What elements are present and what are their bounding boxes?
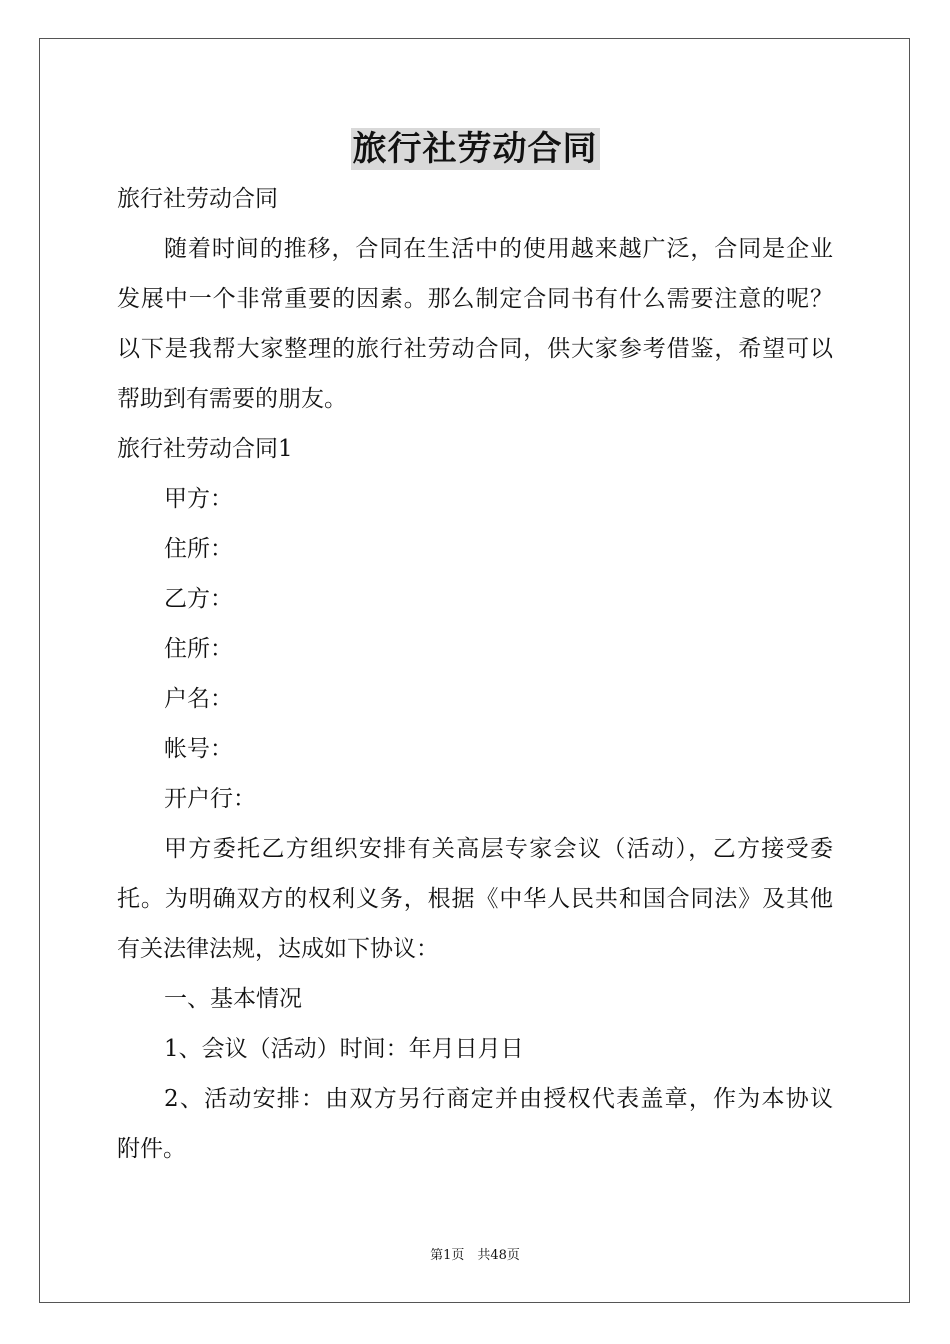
- text-line: 托。为明确双方的权利义务，根据《中华人民共和国合同法》及其他: [117, 886, 833, 912]
- text-line: 户名：: [164, 686, 233, 712]
- text-line: 开户行：: [164, 786, 256, 812]
- text-line: 随着时间的推移，合同在生活中的使用越来越广泛，合同是企业: [164, 236, 833, 262]
- text-line: 帐号：: [164, 736, 233, 762]
- text-line: 旅行社劳动合同1: [117, 436, 293, 462]
- text-line: 甲方委托乙方组织安排有关高层专家会议（活动），乙方接受委: [164, 836, 833, 862]
- text-line: 以下是我帮大家整理的旅行社劳动合同，供大家参考借鉴，希望可以: [117, 336, 833, 362]
- text-line: 帮助到有需要的朋友。: [117, 386, 347, 412]
- text-line: 旅行社劳动合同: [117, 186, 278, 212]
- text-line: 附件。: [117, 1136, 186, 1162]
- document-title: 旅行社劳动合同: [352, 129, 598, 169]
- page-footer: 第1页 共48页: [430, 1248, 520, 1263]
- text-line: 一、基本情况: [164, 986, 302, 1012]
- text-line: 住所：: [164, 636, 233, 662]
- title-container: [0, 128, 950, 170]
- text-line: 乙方：: [164, 586, 233, 612]
- text-line: 住所：: [164, 536, 233, 562]
- text-line: 2、活动安排：由双方另行商定并由授权代表盖章，作为本协议: [164, 1086, 833, 1112]
- text-line: 甲方：: [164, 486, 233, 512]
- text-line: 有关法律法规，达成如下协议：: [117, 936, 439, 962]
- document-body: [117, 174, 833, 1174]
- text-line: 1、会议（活动）时间：年月日月日: [164, 1036, 524, 1062]
- text-line: 发展中一个非常重要的因素。那么制定合同书有什么需要注意的呢？: [117, 286, 833, 312]
